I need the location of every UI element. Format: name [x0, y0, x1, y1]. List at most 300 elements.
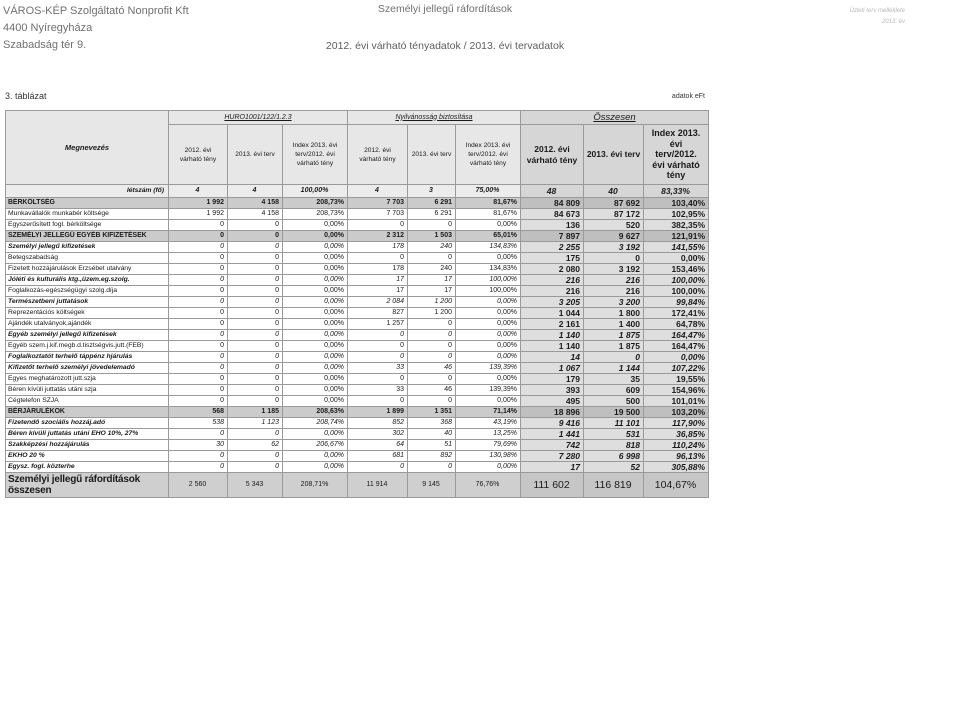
corner-note-line: Üzleti terv melléklete — [849, 8, 905, 14]
column-header-publicity-2012-expected — [348, 125, 408, 185]
cell-publicity-2013-plan: 368 — [408, 418, 456, 429]
cell-total-2012-expected: 495 — [521, 396, 584, 407]
cell-total-2012-expected: 7 897 — [521, 231, 584, 242]
cell-huro-index: 0,00% — [283, 352, 348, 363]
cell-total-2012-expected: 1 140 — [521, 341, 584, 352]
row-label: Fizetendő szociális hozzáj.adó — [6, 418, 169, 429]
headcount-row — [6, 185, 709, 198]
cell-huro-2012-expected: 0 — [169, 231, 228, 242]
cell-total-index: 154,96% — [644, 385, 709, 396]
column-header-huro-2013-plan — [228, 125, 283, 185]
cell-huro-index: 0,00% — [283, 396, 348, 407]
row-label: Egyszerűsített fogl. bérköltsége — [6, 220, 169, 231]
cell-publicity-index: 0,00% — [456, 253, 521, 264]
column-header-line: várható tény — [296, 160, 334, 167]
cell-publicity-2013-plan: 1 351 — [408, 407, 456, 418]
cell-huro-index: 0,00% — [283, 451, 348, 462]
column-header-line: 2013. évi terv — [411, 151, 452, 158]
cell-publicity-2013-plan: 17 — [408, 286, 456, 297]
cell-publicity-2012-expected: 0 — [348, 462, 408, 473]
column-header-line: 2012. évi — [534, 144, 570, 154]
table-row — [6, 462, 709, 473]
total-cell-total-2012-expected: 111 602 — [521, 473, 584, 498]
company-city: 4400 Nyíregyháza — [3, 22, 93, 34]
cell-publicity-2012-expected: 302 — [348, 429, 408, 440]
cell-publicity-2013-plan: 40 — [408, 429, 456, 440]
cell-huro-2012-expected: 568 — [169, 407, 228, 418]
row-label: Cégtelefon SZJA — [6, 396, 169, 407]
cell-huro-2012-expected: 0 — [169, 308, 228, 319]
table-row — [6, 286, 709, 297]
table-row — [6, 374, 709, 385]
cell-huro-2013-plan: 0 — [228, 275, 283, 286]
table-row — [6, 308, 709, 319]
table-row — [6, 363, 709, 374]
cell-huro-2012-expected: 0 — [169, 462, 228, 473]
cell-publicity-2013-plan: 0 — [408, 396, 456, 407]
row-label: Betegszabadság — [6, 253, 169, 264]
label-column-header: Megnevezés — [6, 111, 169, 185]
cell-total-index: 64,78% — [644, 319, 709, 330]
cell-publicity-2013-plan: 3 — [408, 185, 456, 198]
cell-total-2012-expected: 2 080 — [521, 264, 584, 275]
cell-huro-2013-plan: 0 — [228, 253, 283, 264]
cell-total-index: 164,47% — [644, 330, 709, 341]
cell-huro-index: 0,00% — [283, 330, 348, 341]
cell-huro-2012-expected: 0 — [169, 220, 228, 231]
group-header-total: Összesen — [521, 111, 709, 125]
column-header-line: 2012. évi — [364, 146, 391, 154]
cell-total-2013-plan: 0 — [584, 253, 644, 264]
table-row — [6, 253, 709, 264]
cell-total-index: 164,47% — [644, 341, 709, 352]
table-row — [6, 385, 709, 396]
cell-huro-index: 0,00% — [283, 363, 348, 374]
cell-publicity-2012-expected: 0 — [348, 253, 408, 264]
document-subtitle: 2012. évi várható tényadatok / 2013. évi tervadatok — [325, 40, 565, 52]
cell-huro-2013-plan: 62 — [228, 440, 283, 451]
corner-note — [790, 6, 905, 28]
cell-huro-2012-expected: 0 — [169, 330, 228, 341]
column-header-line: évi — [669, 138, 683, 149]
cell-publicity-2013-plan: 0 — [408, 319, 456, 330]
cell-publicity-2012-expected: 0 — [348, 374, 408, 385]
cell-total-2012-expected: 3 205 — [521, 297, 584, 308]
cell-total-2012-expected: 84 809 — [521, 198, 584, 209]
corner-note-line: 2013. év — [881, 19, 905, 25]
cell-huro-2012-expected: 0 — [169, 451, 228, 462]
company-address: Szabadság tér 9. — [3, 39, 87, 51]
cell-total-2013-plan: 9 627 — [584, 231, 644, 242]
cell-total-2012-expected: 9 416 — [521, 418, 584, 429]
cell-huro-2012-expected: 0 — [169, 396, 228, 407]
cell-publicity-2013-plan: 0 — [408, 374, 456, 385]
cell-publicity-index: 100,00% — [456, 275, 521, 286]
cell-huro-2013-plan: 0 — [228, 429, 283, 440]
cell-huro-2013-plan: 0 — [228, 396, 283, 407]
column-header-total-2013-plan — [584, 125, 644, 185]
cell-publicity-index: 0,00% — [456, 462, 521, 473]
table-row — [6, 220, 709, 231]
cell-publicity-2012-expected: 64 — [348, 440, 408, 451]
table-row — [6, 396, 709, 407]
total-cell-total-2013-plan: 116 819 — [584, 473, 644, 498]
cell-publicity-2012-expected: 178 — [348, 242, 408, 253]
cell-huro-2013-plan: 0 — [228, 286, 283, 297]
cell-total-2013-plan: 500 — [584, 396, 644, 407]
cell-publicity-2012-expected: 4 — [348, 185, 408, 198]
cell-huro-index: 208,63% — [283, 407, 348, 418]
column-header-publicity-index — [456, 125, 521, 185]
cell-total-index: 101,01% — [644, 396, 709, 407]
cell-publicity-2012-expected: 33 — [348, 363, 408, 374]
cell-publicity-index: 43,19% — [456, 418, 521, 429]
cell-publicity-index: 75,00% — [456, 185, 521, 198]
row-label: Szakképzési hozzájárulás — [6, 440, 169, 451]
group-header-publicity: Nyilvánosság biztosítása — [348, 111, 521, 125]
cell-publicity-index: 134,83% — [456, 264, 521, 275]
cell-huro-index: 0,00% — [283, 242, 348, 253]
cell-total-index: 382,35% — [644, 220, 709, 231]
cell-publicity-2012-expected: 33 — [348, 385, 408, 396]
cell-total-2013-plan: 216 — [584, 275, 644, 286]
cell-total-2013-plan: 216 — [584, 286, 644, 297]
total-cell-huro-index: 208,71% — [283, 473, 348, 498]
company-name: VÁROS-KÉP Szolgáltató Nonprofit Kft — [3, 5, 189, 17]
cell-total-2012-expected: 136 — [521, 220, 584, 231]
cell-huro-2013-plan: 4 158 — [228, 198, 283, 209]
cell-total-2013-plan: 3 192 — [584, 242, 644, 253]
cell-publicity-2012-expected: 178 — [348, 264, 408, 275]
cell-huro-2013-plan: 0 — [228, 374, 283, 385]
cell-publicity-index: 0,00% — [456, 220, 521, 231]
cell-huro-2012-expected: 0 — [169, 363, 228, 374]
table-row — [6, 264, 709, 275]
row-label: Személyi jellegű kifizetések — [6, 242, 169, 253]
cell-huro-index: 0,00% — [283, 429, 348, 440]
table-row — [6, 451, 709, 462]
cell-huro-2013-plan: 4 — [228, 185, 283, 198]
cell-huro-2013-plan: 0 — [228, 451, 283, 462]
cell-publicity-2013-plan: 46 — [408, 385, 456, 396]
row-label: Munkavállalók munkabér költsége — [6, 209, 169, 220]
row-label: Reprezentációs költségek — [6, 308, 169, 319]
cell-total-index: 83,33% — [644, 185, 709, 198]
grand-total-label-line: összesen — [8, 485, 52, 496]
cell-huro-2012-expected: 0 — [169, 275, 228, 286]
cell-huro-index: 0,00% — [283, 275, 348, 286]
cell-huro-2012-expected: 0 — [169, 374, 228, 385]
cell-huro-index: 0,00% — [283, 462, 348, 473]
company-header — [3, 3, 189, 54]
cell-publicity-2012-expected: 0 — [348, 352, 408, 363]
cell-publicity-index: 100,00% — [456, 286, 521, 297]
cell-publicity-2012-expected: 17 — [348, 275, 408, 286]
cell-total-2013-plan: 87 692 — [584, 198, 644, 209]
cell-publicity-index: 0,00% — [456, 341, 521, 352]
cell-huro-index: 0,00% — [283, 297, 348, 308]
cell-publicity-index: 130,98% — [456, 451, 521, 462]
cell-huro-index: 0,00% — [283, 374, 348, 385]
row-label: Béren kívüli juttatás utáni szja — [6, 385, 169, 396]
cell-total-2013-plan: 1 800 — [584, 308, 644, 319]
cell-huro-2013-plan: 0 — [228, 352, 283, 363]
cell-total-2013-plan: 818 — [584, 440, 644, 451]
cell-huro-2012-expected: 0 — [169, 352, 228, 363]
cell-publicity-2013-plan: 6 291 — [408, 198, 456, 209]
cell-huro-index: 0,00% — [283, 253, 348, 264]
table-row — [6, 341, 709, 352]
column-header-line: várható tény — [179, 155, 217, 163]
cell-huro-index: 208,73% — [283, 198, 348, 209]
cell-total-2013-plan: 40 — [584, 185, 644, 198]
row-label: Egyéb szem.j.kif.megb.d.tisztségvis.jutt.(FEB) — [6, 341, 169, 352]
table-row — [6, 440, 709, 451]
table-row — [6, 198, 709, 209]
cell-huro-index: 0,00% — [283, 341, 348, 352]
cell-total-index: 305,88% — [644, 462, 709, 473]
cell-huro-2013-plan: 1 123 — [228, 418, 283, 429]
cell-huro-index: 208,73% — [283, 209, 348, 220]
cell-total-index: 103,20% — [644, 407, 709, 418]
table-row — [6, 407, 709, 418]
cell-total-2013-plan: 520 — [584, 220, 644, 231]
cell-publicity-2013-plan: 0 — [408, 330, 456, 341]
cell-total-index: 110,24% — [644, 440, 709, 451]
row-label: Foglalkozás-egészségügyi szolg.díja — [6, 286, 169, 297]
cell-huro-2013-plan: 1 185 — [228, 407, 283, 418]
cell-publicity-2012-expected: 0 — [348, 330, 408, 341]
group-header-huro: HURO1001/122/1.2.3 — [169, 111, 348, 125]
column-header-line: tény — [666, 170, 686, 181]
cell-huro-2012-expected: 30 — [169, 440, 228, 451]
cell-huro-2013-plan: 0 — [228, 319, 283, 330]
total-cell-publicity-2013-plan: 9 145 — [408, 473, 456, 498]
cell-publicity-2013-plan: 0 — [408, 253, 456, 264]
cell-total-index: 107,22% — [644, 363, 709, 374]
cell-publicity-2013-plan: 1 503 — [408, 231, 456, 242]
cell-total-2013-plan: 609 — [584, 385, 644, 396]
cell-total-index: 172,41% — [644, 308, 709, 319]
cell-total-2012-expected: 179 — [521, 374, 584, 385]
column-header-line: 2013. évi terv — [235, 151, 275, 158]
row-label: Egyéb személyi jellegű kifizetések — [6, 330, 169, 341]
cell-publicity-2012-expected: 17 — [348, 286, 408, 297]
column-header-line: terv/2012. — [655, 149, 697, 160]
cell-huro-2013-plan: 0 — [228, 341, 283, 352]
cell-publicity-2012-expected: 1 257 — [348, 319, 408, 330]
cell-total-2012-expected: 1 067 — [521, 363, 584, 374]
cell-publicity-2012-expected: 2 312 — [348, 231, 408, 242]
cell-total-2013-plan: 52 — [584, 462, 644, 473]
cell-total-2013-plan: 531 — [584, 429, 644, 440]
cell-publicity-2013-plan: 51 — [408, 440, 456, 451]
cell-total-index: 19,55% — [644, 374, 709, 385]
row-label: Természetbeni juttatások — [6, 297, 169, 308]
document-title: Személyi jellegű ráfordítások — [377, 3, 513, 15]
column-header-line: 2013. évi terv — [586, 149, 641, 160]
cell-publicity-2013-plan: 240 — [408, 242, 456, 253]
cell-publicity-index: 0,00% — [456, 330, 521, 341]
cell-publicity-index: 81,67% — [456, 209, 521, 220]
cell-publicity-index: 0,00% — [456, 308, 521, 319]
cell-huro-2012-expected: 0 — [169, 297, 228, 308]
personnel-expense-table — [5, 110, 709, 498]
column-header-line: Index 2013. — [651, 128, 701, 139]
column-header-publicity-2013-plan — [408, 125, 456, 185]
column-header-line: Index 2013. évi — [292, 142, 338, 149]
cell-publicity-2012-expected: 681 — [348, 451, 408, 462]
cell-total-2013-plan: 1 875 — [584, 330, 644, 341]
cell-total-2012-expected: 216 — [521, 286, 584, 297]
cell-total-2012-expected: 84 673 — [521, 209, 584, 220]
grand-total-row — [6, 473, 709, 498]
cell-publicity-2012-expected: 7 703 — [348, 198, 408, 209]
cell-publicity-2012-expected: 7 703 — [348, 209, 408, 220]
table-row — [6, 275, 709, 286]
cell-total-2013-plan: 3 192 — [584, 264, 644, 275]
cell-huro-2013-plan: 0 — [228, 220, 283, 231]
cell-publicity-2012-expected: 1 899 — [348, 407, 408, 418]
row-label: BÉRJÁRULÉKOK — [6, 407, 169, 418]
cell-publicity-index: 65,01% — [456, 231, 521, 242]
cell-publicity-index: 0,00% — [456, 352, 521, 363]
cell-huro-2012-expected: 1 992 — [169, 198, 228, 209]
row-label: Béren kívüli juttatás utáni EHO 10%, 27% — [6, 429, 169, 440]
cell-huro-2013-plan: 0 — [228, 363, 283, 374]
cell-total-index: 96,13% — [644, 451, 709, 462]
cell-huro-2012-expected: 0 — [169, 242, 228, 253]
row-label: Ajándék utalványok,ajándék — [6, 319, 169, 330]
cell-total-index: 153,46% — [644, 264, 709, 275]
cell-total-2012-expected: 1 441 — [521, 429, 584, 440]
row-label: Jóléti és kulturális ktg.,üzem.eg.szolg. — [6, 275, 169, 286]
cell-total-index: 0,00% — [644, 352, 709, 363]
cell-publicity-2012-expected: 827 — [348, 308, 408, 319]
cell-total-index: 102,95% — [644, 209, 709, 220]
cell-publicity-index: 0,00% — [456, 396, 521, 407]
cell-total-2013-plan: 35 — [584, 374, 644, 385]
table-row — [6, 352, 709, 363]
total-cell-publicity-2012-expected: 11 914 — [348, 473, 408, 498]
total-cell-publicity-index: 76,76% — [456, 473, 521, 498]
cell-total-2012-expected: 393 — [521, 385, 584, 396]
column-header-total-index — [644, 125, 709, 185]
cell-publicity-2013-plan: 892 — [408, 451, 456, 462]
cell-publicity-2013-plan: 0 — [408, 341, 456, 352]
cell-huro-index: 0,00% — [283, 264, 348, 275]
table-row — [6, 429, 709, 440]
column-header-line: várható tény — [526, 154, 578, 165]
cell-total-2012-expected: 1 044 — [521, 308, 584, 319]
cell-publicity-2012-expected: 0 — [348, 396, 408, 407]
cell-publicity-index: 81,67% — [456, 198, 521, 209]
cell-huro-2013-plan: 0 — [228, 330, 283, 341]
table-row — [6, 297, 709, 308]
column-header-total-2012-expected — [521, 125, 584, 185]
cell-huro-2013-plan: 0 — [228, 264, 283, 275]
table-row — [6, 231, 709, 242]
cell-huro-index: 206,67% — [283, 440, 348, 451]
cell-total-2013-plan: 1 144 — [584, 363, 644, 374]
column-header-line: 2012. évi — [184, 146, 212, 154]
cell-total-2013-plan: 0 — [584, 352, 644, 363]
group-header-row — [6, 111, 709, 125]
row-label: EKHO 20 % — [6, 451, 169, 462]
row-label: BÉRKÖLTSÉG — [6, 198, 169, 209]
cell-total-2012-expected: 2 255 — [521, 242, 584, 253]
row-label: Egyes meghatározott jutt.szja — [6, 374, 169, 385]
cell-huro-2012-expected: 0 — [169, 286, 228, 297]
cell-publicity-index: 134,83% — [456, 242, 521, 253]
cell-huro-2013-plan: 0 — [228, 242, 283, 253]
cell-publicity-index: 0,00% — [456, 297, 521, 308]
table-row — [6, 209, 709, 220]
cell-total-index: 0,00% — [644, 253, 709, 264]
cell-publicity-2013-plan: 240 — [408, 264, 456, 275]
column-header-line: évi várható — [652, 159, 700, 170]
cell-publicity-index: 0,00% — [456, 319, 521, 330]
cell-publicity-2013-plan: 0 — [408, 220, 456, 231]
cell-total-2012-expected: 1 140 — [521, 330, 584, 341]
cell-huro-index: 0,00% — [283, 308, 348, 319]
cell-huro-2013-plan: 0 — [228, 231, 283, 242]
column-header-line: terv/2012. évi — [295, 151, 335, 158]
cell-publicity-2013-plan: 0 — [408, 462, 456, 473]
cell-total-index: 141,55% — [644, 242, 709, 253]
cell-publicity-2012-expected: 0 — [348, 341, 408, 352]
cell-total-2013-plan: 6 998 — [584, 451, 644, 462]
cell-total-2012-expected: 742 — [521, 440, 584, 451]
cell-publicity-index: 0,00% — [456, 374, 521, 385]
cell-total-2012-expected: 48 — [521, 185, 584, 198]
cell-publicity-index: 139,39% — [456, 363, 521, 374]
column-header-line: várható tény — [359, 155, 396, 163]
cell-huro-2013-plan: 0 — [228, 308, 283, 319]
table-row — [6, 319, 709, 330]
cell-publicity-2012-expected: 0 — [348, 220, 408, 231]
cell-total-index: 36,85% — [644, 429, 709, 440]
cell-huro-index: 0,00% — [283, 220, 348, 231]
cell-publicity-2013-plan: 0 — [408, 352, 456, 363]
cell-publicity-index: 13,25% — [456, 429, 521, 440]
cell-huro-2012-expected: 4 — [169, 185, 228, 198]
cell-huro-2012-expected: 538 — [169, 418, 228, 429]
row-label: Kifizetőt terhelő személyi jövedelemadó — [6, 363, 169, 374]
cell-total-2012-expected: 175 — [521, 253, 584, 264]
total-cell-huro-2012-expected: 2 560 — [169, 473, 228, 498]
grand-total-label-line: Személyi jellegű ráfordítások — [8, 473, 141, 485]
cell-publicity-2013-plan: 46 — [408, 363, 456, 374]
cell-total-index: 117,90% — [644, 418, 709, 429]
cell-huro-index: 0,00% — [283, 231, 348, 242]
cell-huro-2012-expected: 0 — [169, 319, 228, 330]
cell-total-2013-plan: 3 200 — [584, 297, 644, 308]
cell-huro-2013-plan: 0 — [228, 462, 283, 473]
cell-total-2012-expected: 7 280 — [521, 451, 584, 462]
cell-total-2013-plan: 19 500 — [584, 407, 644, 418]
grand-total-label — [6, 473, 169, 498]
row-label: Foglalkoztatót terhelő táppénz hjárulás — [6, 352, 169, 363]
cell-huro-index: 100,00% — [283, 185, 348, 198]
table-caption: 3. táblázat — [5, 91, 47, 101]
cell-huro-2013-plan: 0 — [228, 297, 283, 308]
cell-publicity-2012-expected: 2 084 — [348, 297, 408, 308]
cell-total-index: 100,00% — [644, 286, 709, 297]
cell-total-2012-expected: 14 — [521, 352, 584, 363]
column-header-line: terv/2012. évi — [468, 151, 508, 158]
table-row — [6, 418, 709, 429]
